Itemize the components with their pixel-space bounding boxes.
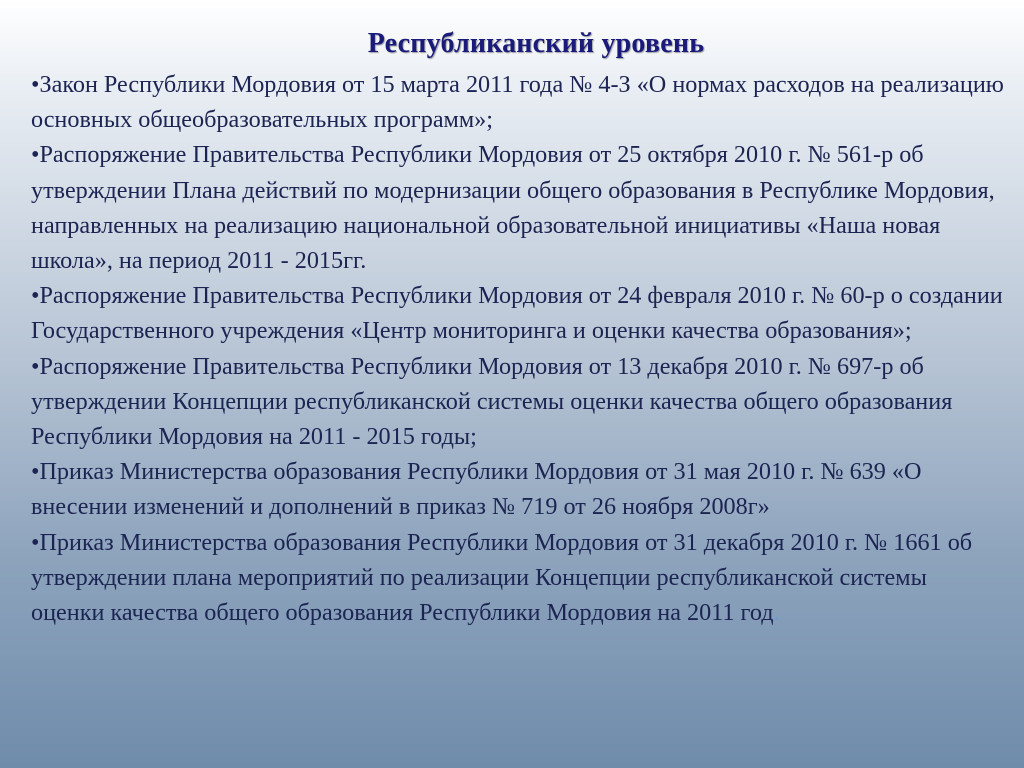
bullet: • <box>31 141 40 169</box>
trailing-period: . <box>773 599 780 627</box>
list-item <box>31 67 1006 137</box>
list-item <box>31 454 1006 524</box>
list-item-text: Распоряжение Правительства Республики Мордовия от 24 февраля 2010 г. № 60-р о создании Государственного учреждения «Центр мониторинга и оценки качества образования»; <box>31 282 1003 345</box>
list-item-text: Приказ Министерства образования Республики Мордовия от 31 декабря 2010 г. № 1661 об утверждении плана мероприятий по реализации Концепции республиканской системы оценки качества общего образования Республики Мордовия на 2011 год <box>31 528 973 627</box>
list-item <box>31 525 1006 631</box>
list-item-text: Распоряжение Правительства Республики Мордовия от 13 декабря 2010 г. № 697-р об утверждении Концепции республиканской системы оценки качества общего образования Республики Мордовия на 2011 - 2015 годы; <box>31 352 953 451</box>
list-item <box>31 137 1006 278</box>
bullet: • <box>31 458 40 486</box>
document-list <box>31 67 1006 630</box>
slide-title: Республиканский уровень <box>367 28 705 59</box>
bullet: • <box>31 528 40 556</box>
list-item-text: Закон Республики Мордовия от 15 марта 2011 года № 4-З «О нормах расходов на реализацию основных общеобразовательных программ»; <box>31 71 1004 134</box>
bullet: • <box>31 282 40 310</box>
list-item-text: Приказ Министерства образования Республики Мордовия от 31 мая 2010 г. № 639 «О внесении изменений и дополнений в приказ № 719 от 26 ноября 2008г» <box>31 458 922 521</box>
list-item-text: Распоряжение Правительства Республики Мордовия от 25 октября 2010 г. № 561-р об утверждении Плана действий по модернизации общего образования в Республике Мордовия, направленных на реализацию национальной образовательной инициативы «Наша новая школа», на период 2011 - 2015гг. <box>31 141 995 275</box>
bullet: • <box>31 352 40 380</box>
list-item <box>31 278 1006 348</box>
bullet: • <box>31 71 40 98</box>
list-item <box>31 349 1006 455</box>
